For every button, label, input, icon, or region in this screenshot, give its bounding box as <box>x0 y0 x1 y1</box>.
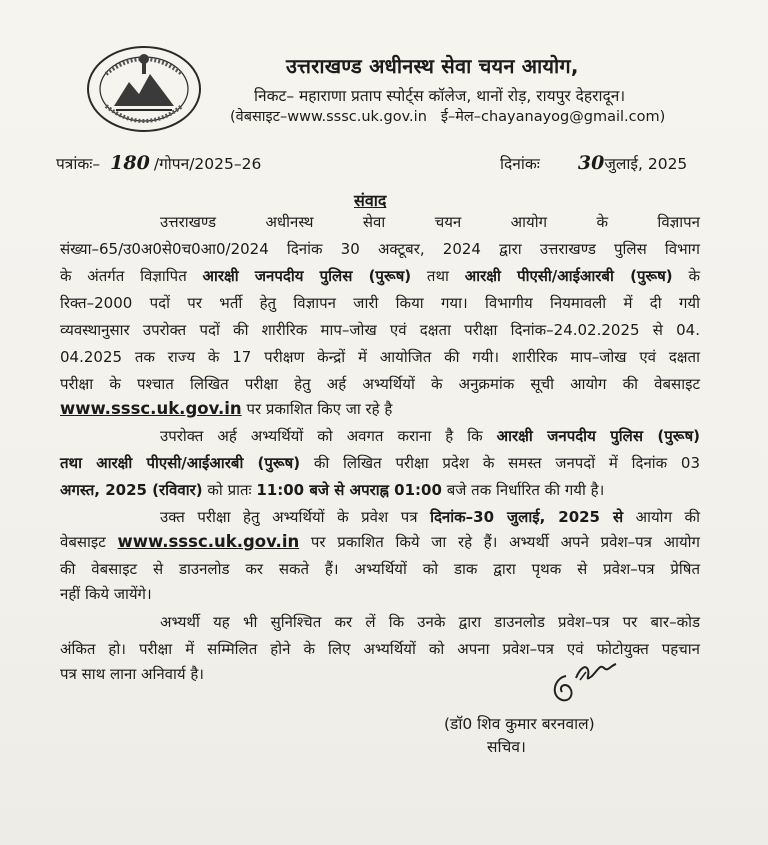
reference-suffix: /गोपन/2025–26 <box>153 155 262 173</box>
body-line: परीक्षा के पश्चात लिखित परीक्षा हेतु अर्ह अभ्यर्थियों के अनुक्रमांक सूची आयोग की वेबसाइट <box>60 375 700 393</box>
body-line <box>60 480 700 500</box>
commission-emblem-icon <box>84 44 204 134</box>
exam-time: 11:00 बजे से अपराह्न 01:00 <box>256 481 442 499</box>
date-label: दिनांकः <box>500 155 540 173</box>
body-text: बजे तक निर्धारित की गयी है। <box>446 481 605 499</box>
subject-heading: संवाद <box>354 191 387 210</box>
body-line <box>60 453 700 473</box>
email-text: ई–मेल–chayanayog@gmail.com) <box>440 109 666 125</box>
signature-icon <box>540 650 630 710</box>
body-text: आयोग की <box>635 508 700 526</box>
body-text: तथा <box>426 267 449 285</box>
post-name: आरक्षी जनपदीय पुलिस (पुरूष) <box>496 427 700 445</box>
body-line <box>60 532 700 552</box>
body-line: पत्र साथ लाना अनिवार्य है। <box>60 665 204 683</box>
reference-handwritten-number: 180 <box>110 152 150 174</box>
exam-date: अगस्त, 2025 (रविवार) <box>60 481 203 499</box>
post-name: आरक्षी जनपदीय पुलिस (पुरूष) <box>202 267 412 285</box>
date-handwritten-day: 30 <box>577 152 605 174</box>
body-text: की लिखित परीक्षा प्रदेश के समस्त जनपदों में दिनांक 03 <box>313 454 700 472</box>
body-text: पर प्रकाशित किए जा रहे है <box>246 400 393 418</box>
body-text: उक्त परीक्षा हेतु अभ्यर्थियों के प्रवेश पत्र <box>160 508 418 526</box>
admit-card-date: दिनांक–30 जुलाई, 2025 से <box>430 508 624 526</box>
body-line <box>60 399 700 419</box>
body-text: उपरोक्त अर्ह अभ्यर्थियों को अवगत कराना है कि <box>160 427 483 445</box>
body-line <box>160 507 700 527</box>
website-link[interactable]: www.sssc.uk.gov.in <box>117 532 300 551</box>
body-line: संख्या–65/उ0अ0से0च0आ0/2024 दिनांक 30 अक्टूबर, 2024 द्वारा उत्तराखण्ड पुलिस विभाग <box>60 240 700 258</box>
body-text: वेबसाइट <box>60 533 106 551</box>
reference-number <box>56 152 261 174</box>
body-line: नहीं किये जायेंगे। <box>60 585 152 603</box>
website-link[interactable]: www.sssc.uk.gov.in <box>60 399 242 418</box>
org-address: निकट– महाराणा प्रताप स्पोर्ट्स कॉलेज, थानों रोड़, रायपुर देहरादून। <box>254 87 626 105</box>
signatory-name: (डॉ0 शिव कुमार बरनवाल) <box>444 715 595 733</box>
body-line: की वेबसाइट से डाउनलोड कर सकते हैं। अभ्यर्थियों को डाक द्वारा पृथक से प्रवेश–पत्र प्रेषित <box>60 560 700 578</box>
body-text: के अंतर्गत विज्ञापित <box>60 267 187 285</box>
body-line: व्यवस्थानुसार उपरोक्त पदों की शारीरिक माप–जोख एवं दक्षता परीक्षा दिनांक–24.02.2025 से 04. <box>60 321 700 339</box>
body-text: को प्रातः <box>207 481 252 499</box>
org-contact <box>230 106 665 126</box>
body-text: पर प्रकाशित किये जा रहे हैं। अभ्यर्थी अपने प्रवेश–पत्र आयोग <box>310 533 700 551</box>
reference-label: पत्रांकः– <box>56 155 101 173</box>
body-line: अंकित हो। परीक्षा में सम्मिलित होने के लिए अभ्यर्थियों को अपना प्रवेश–पत्र एवं फोटोयुक्त पहचान <box>60 640 700 658</box>
letter-date <box>500 152 687 174</box>
date-suffix: जुलाई, 2025 <box>604 155 688 173</box>
body-line <box>60 266 700 286</box>
body-line: उत्तराखण्ड अधीनस्थ सेवा चयन आयोग के विज्ञापन <box>160 213 700 231</box>
body-line: अभ्यर्थी यह भी सुनिश्चित कर लें कि उनके द्वारा डाउनलोड प्रवेश–पत्र पर बार–कोड <box>160 613 700 631</box>
post-name: तथा आरक्षी पीएसी/आईआरबी (पुरूष) <box>60 454 301 472</box>
body-line: 04.2025 तक राज्य के 17 परीक्षण केन्द्रों में आयोजित की गयी। शारीरिक माप–जोख एवं दक्षता <box>60 348 700 366</box>
body-line: रिक्त–2000 पदों पर भर्ती हेतु विज्ञापन जारी किया गया। विभागीय नियमावली में दी गयी <box>60 294 700 312</box>
signatory-designation: सचिव। <box>487 738 526 756</box>
body-text: के <box>688 267 700 285</box>
body-line <box>160 426 700 446</box>
website-text: (वेबसाइट–www.sssc.uk.gov.in <box>230 109 427 125</box>
post-name: आरक्षी पीएसी/आईआरबी (पुरूष) <box>464 267 673 285</box>
org-name: उत्तराखण्ड अधीनस्थ सेवा चयन आयोग, <box>286 54 579 78</box>
